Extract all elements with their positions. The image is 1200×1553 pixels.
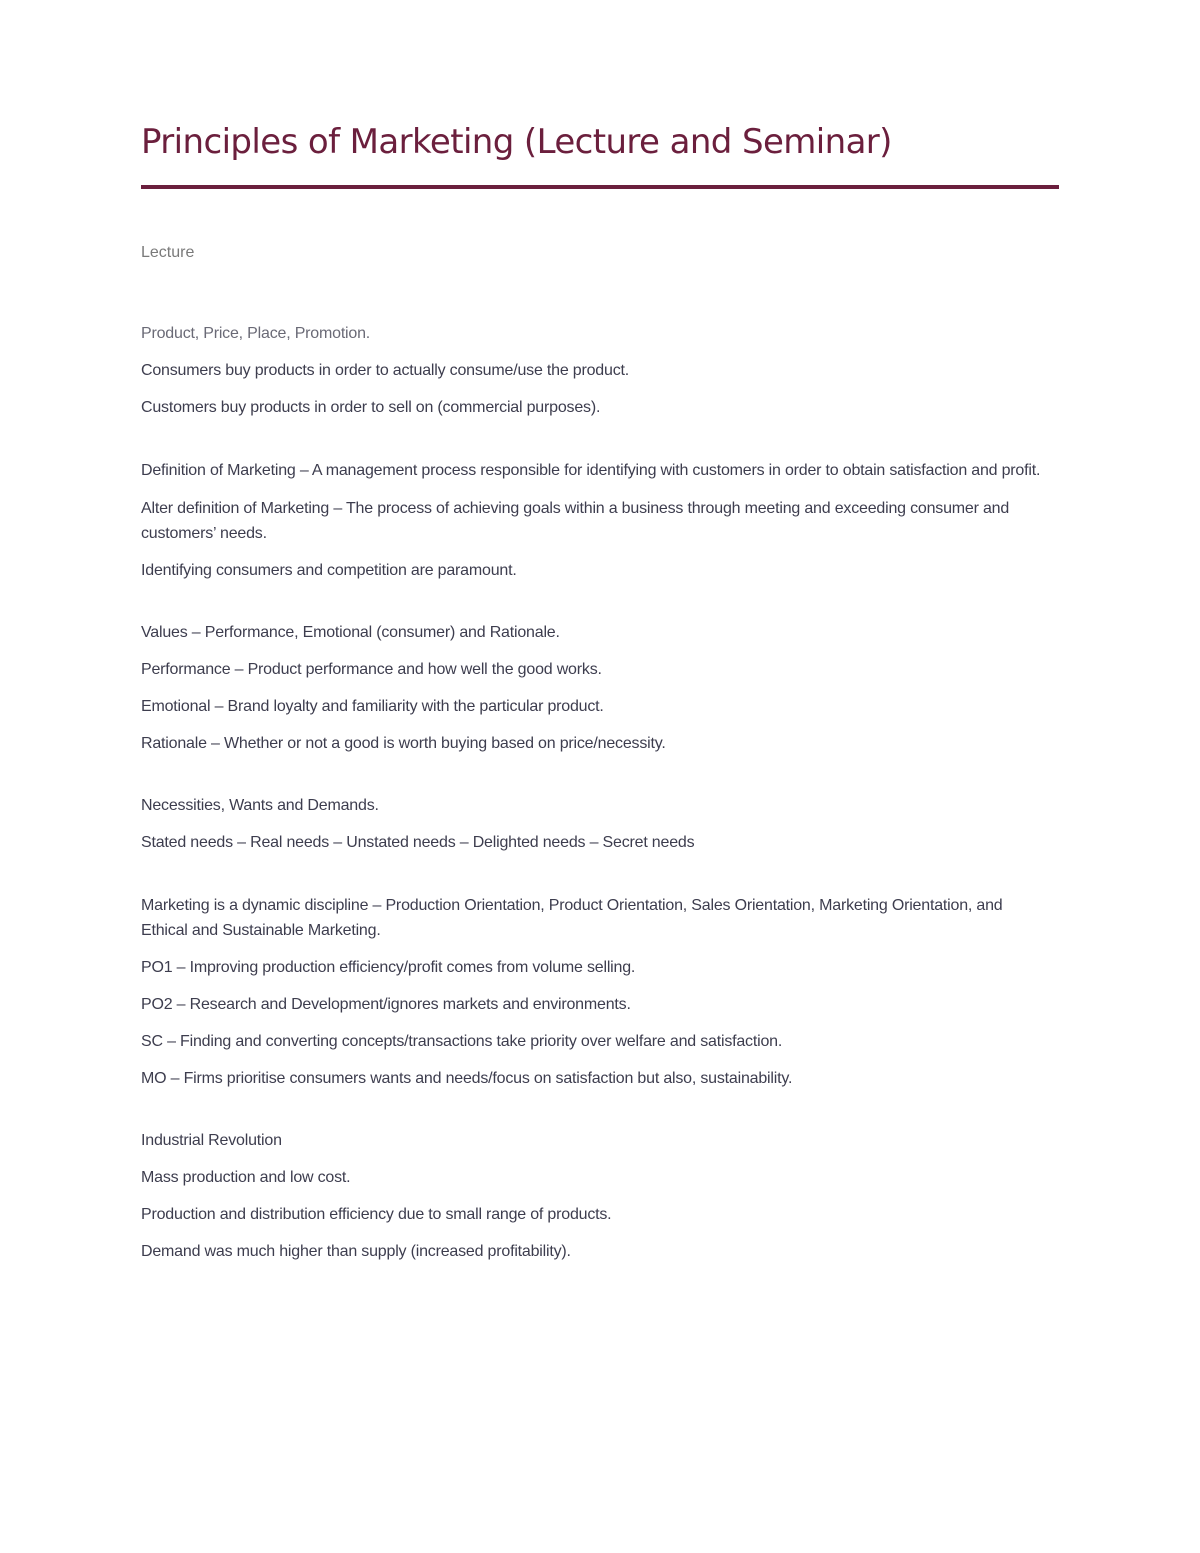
- paragraph: Demand was much higher than supply (increased profitability).: [141, 1243, 571, 1260]
- paragraph: Consumers buy products in order to actually consume/use the product.: [141, 362, 629, 379]
- document-body: [141, 241, 1041, 1302]
- notes-block-marketing-mix: [141, 322, 1041, 420]
- section-heading-lecture: Lecture: [141, 244, 195, 261]
- notes-block-needs: [141, 794, 1041, 855]
- paragraph: Alter definition of Marketing – The process of achieving goals within a business through meeting and exceeding consumer and customers’ needs.: [141, 500, 1010, 542]
- paragraph: Necessities, Wants and Demands.: [141, 797, 379, 814]
- paragraph: Identifying consumers and competition are paramount.: [141, 562, 517, 579]
- paragraph: Stated needs – Real needs – Unstated needs – Delighted needs – Secret needs: [141, 834, 695, 851]
- paragraph: Emotional – Brand loyalty and familiarity with the particular product.: [141, 698, 604, 715]
- document-title: Principles of Marketing (Lecture and Seminar): [141, 122, 892, 162]
- paragraph: Mass production and low cost.: [141, 1169, 351, 1186]
- paragraph: Industrial Revolution: [141, 1132, 282, 1149]
- title-underline: [141, 185, 1059, 189]
- paragraph: Performance – Product performance and how well the good works.: [141, 661, 602, 678]
- paragraph: Product, Price, Place, Promotion.: [141, 325, 371, 342]
- paragraph: PO1 – Improving production efficiency/profit comes from volume selling.: [141, 959, 636, 976]
- paragraph: SC – Finding and converting concepts/transactions take priority over welfare and satisfaction.: [141, 1033, 783, 1050]
- paragraph: PO2 – Research and Development/ignores markets and environments.: [141, 996, 631, 1013]
- paragraph: Definition of Marketing – A management process responsible for identifying with customers in order to obtain satisfaction and profit.: [141, 462, 1041, 479]
- paragraph: Customers buy products in order to sell on (commercial purposes).: [141, 399, 601, 416]
- notes-block-orientations: [141, 893, 1041, 1091]
- notes-block-industrial-revolution: [141, 1129, 1041, 1264]
- paragraph: Rationale – Whether or not a good is worth buying based on price/necessity.: [141, 735, 666, 752]
- notes-block-definitions: [141, 458, 1041, 583]
- notes-block-values: [141, 621, 1041, 756]
- paragraph: Values – Performance, Emotional (consumer) and Rationale.: [141, 624, 560, 641]
- paragraph: Marketing is a dynamic discipline – Production Orientation, Product Orientation, Sales Orientation, Marketing Orientation, and Ethical and Sustainable Marketing.: [141, 897, 1003, 939]
- paragraph: Production and distribution efficiency due to small range of products.: [141, 1206, 612, 1223]
- paragraph: MO – Firms prioritise consumers wants and needs/focus on satisfaction but also, sustainability.: [141, 1070, 793, 1087]
